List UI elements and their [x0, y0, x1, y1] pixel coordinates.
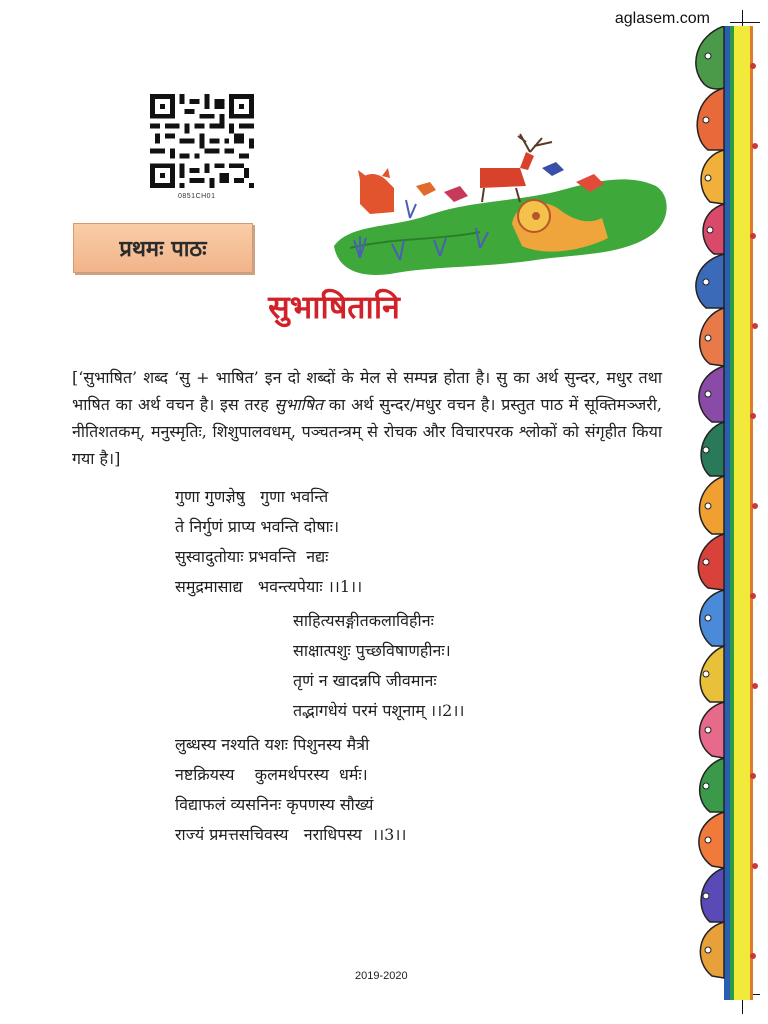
verse-line: ते निर्गुणं प्राप्य भवन्ति दोषाः।	[175, 517, 340, 536]
watermark: aglasem.com	[614, 10, 710, 27]
verse-line: तद्भागधेयं परमं पशूनाम् ।।2।।	[293, 701, 465, 720]
verse-line: नष्टक्रियस्य कुलमर्थपरस्य धर्मः।	[175, 765, 368, 784]
verse-line: विद्याफलं व्यसनिनः कृपणस्य सौख्यं	[175, 795, 374, 814]
fox-figure	[358, 168, 394, 214]
verse-line: सुस्वादुतोयाः प्रभवन्ति नद्यः	[175, 547, 329, 566]
lesson-number-text: प्रथमः पाठः	[119, 237, 207, 262]
decorative-border	[684, 26, 760, 1000]
deer-figure	[480, 134, 552, 202]
verse-2	[293, 606, 464, 726]
folk-art-illustration	[330, 128, 676, 278]
verse-line: राज्यं प्रमत्तसचिवस्य नराधिपस्य ।।3।।	[175, 825, 407, 844]
footer-year: 2019-2020	[355, 970, 408, 982]
verse-line: गुणा गुणज्ञेषु गुणा भवन्ति	[175, 487, 329, 506]
intro-text: [‘सुभाषित’ शब्द ‘सु + भाषित’ इन दो शब्दों के मेल से सम्पन्न होता है। सु का अर्थ सुन्दर, मधुर तथा भाषित का अर्थ वचन है। इस तरह	[72, 368, 662, 414]
intro-paragraph	[72, 364, 662, 472]
verse-line: साहित्यसङ्गीतकलाविहीनः	[293, 611, 434, 630]
intro-emphasis: सुभाषित	[274, 395, 324, 414]
verse-line: लुब्धस्य नश्यति यशः पिशुनस्य मैत्री	[175, 735, 370, 754]
qr-code-icon	[150, 94, 254, 188]
qr-code-label: 0851CH01	[178, 193, 216, 200]
intro-text: का अर्थ सुन्दर/मधुर वचन है। प्रस्तुत पाठ में सूक्तिमञ्जरी, नीतिशतकम्, मनुस्मृतिः, शिशुपालवधम्, पञ्चतन्त्रम् से रोचक और विचारपरक श्लोकों को संगृहीत किया गया है।]	[72, 395, 662, 468]
verse-line: तृणं न खादन्नपि जीवमानः	[293, 671, 437, 690]
verse-1	[175, 482, 362, 602]
verse-line: साक्षात्पशुः पुच्छविषाणहीनः।	[293, 641, 451, 660]
page-title: सुभाषितानि	[268, 288, 400, 326]
verse-line: समुद्रमासाद्य भवन्त्यपेयाः ।।1।।	[175, 577, 363, 596]
crop-mark	[730, 22, 760, 23]
verse-3	[175, 730, 406, 850]
lesson-number-label	[73, 223, 253, 273]
